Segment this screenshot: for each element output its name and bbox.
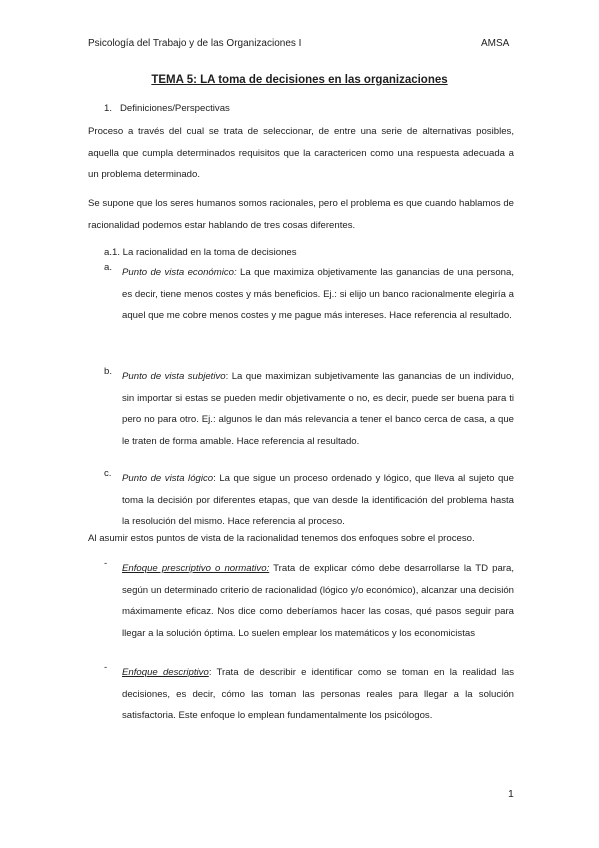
point-b-marker: b. [104,366,113,377]
point-b [122,366,514,452]
paragraph-approaches-intro: Al asumir estos puntos de vista de la racionalidad tenemos dos enfoques sobre el proceso. [88,533,475,544]
point-a-label: Punto de vista económico: [122,267,237,278]
document-title: TEMA 5: LA toma de decisiones en las organizaciones [151,74,448,86]
approach-descriptive-label: Enfoque descriptivo [122,667,209,678]
point-b-label: Punto de vista subjetivo [122,371,226,382]
point-a-marker: a. [104,262,113,273]
approach-prescriptive-text: Trata de explicar cómo debe desarrollarse la TD para, según un determinado criterio de racionalidad (lógico y/o económico), alcanzar una decisión máximamente eficaz. Nos dice como deberíamos hacer las cosas, qué pasos seguir para llegar a la solución óptima. Lo suelen emplear los matemáticos y los economicistas [122,563,514,639]
approach-descriptive-marker: - [104,662,108,673]
page-number: 1 [508,788,514,800]
point-c-label: Punto de vista lógico [122,473,214,484]
point-a-text: La que maximiza objetivamente las ganancias de una persona, es decir, tiene menos costes y más beneficios. Ej.: si elijo un banco racionalmente elegiría a aquel que me cobre menos costes y me pague más intereses. Hace referencia al resultado. [122,267,514,322]
header-course-title: Psicología del Trabajo y de las Organizaciones I [88,38,302,49]
approach-descriptive-text: : Trata de describir e identificar como se toman en la realidad las decisiones, es decir, cómo las toman las personas reales para llegar a la solución satisfactoria. Este enfoque lo emplean fundamentalmente los psicólogos. [122,667,514,722]
approach-descriptive [122,662,514,727]
point-b-text: : La que maximizan subjetivamente las ganancias de un individuo, sin importar si estas se pueden medir objetivamente o no, es decir, puede ser buena para ti pero no para otro. Ej.: algunos le dan más relevancia a tener el banco cerca de casa, a que le traten de forma amable. Hace referencia al resultado. [122,371,514,447]
header-author: AMSA [481,38,510,49]
section-number: 1. [104,103,113,114]
section-heading-text: Definiciones/Perspectivas [120,103,230,114]
approach-prescriptive-label: Enfoque prescriptivo o normativo: [122,563,270,574]
subsection-heading: a.1. La racionalidad en la toma de decisiones [104,247,297,258]
section-heading [104,103,230,114]
paragraph-definition: Proceso a través del cual se trata de seleccionar, de entre una serie de alternativas posibles, aquella que cumpla determinados requisitos que la caractericen como una respuesta adecuada a un problema determinado. [88,126,514,181]
point-a [122,262,514,327]
point-c-text: : La que sigue un proceso ordenado y lógico, que lleva al sujeto que toma la decisión por diferentes etapas, que van desde la identificación del problema hasta la resolución del mismo. Hace referencia al proceso. [122,473,514,528]
point-c [122,468,514,533]
approach-prescriptive-marker: - [104,558,108,569]
paragraph-rationality: Se supone que los seres humanos somos racionales, pero el problema es que cuando hablamos de racionalidad podemos estar hablando de tres cosas diferentes. [88,198,514,231]
point-c-marker: c. [104,468,112,479]
approach-prescriptive [122,558,514,644]
